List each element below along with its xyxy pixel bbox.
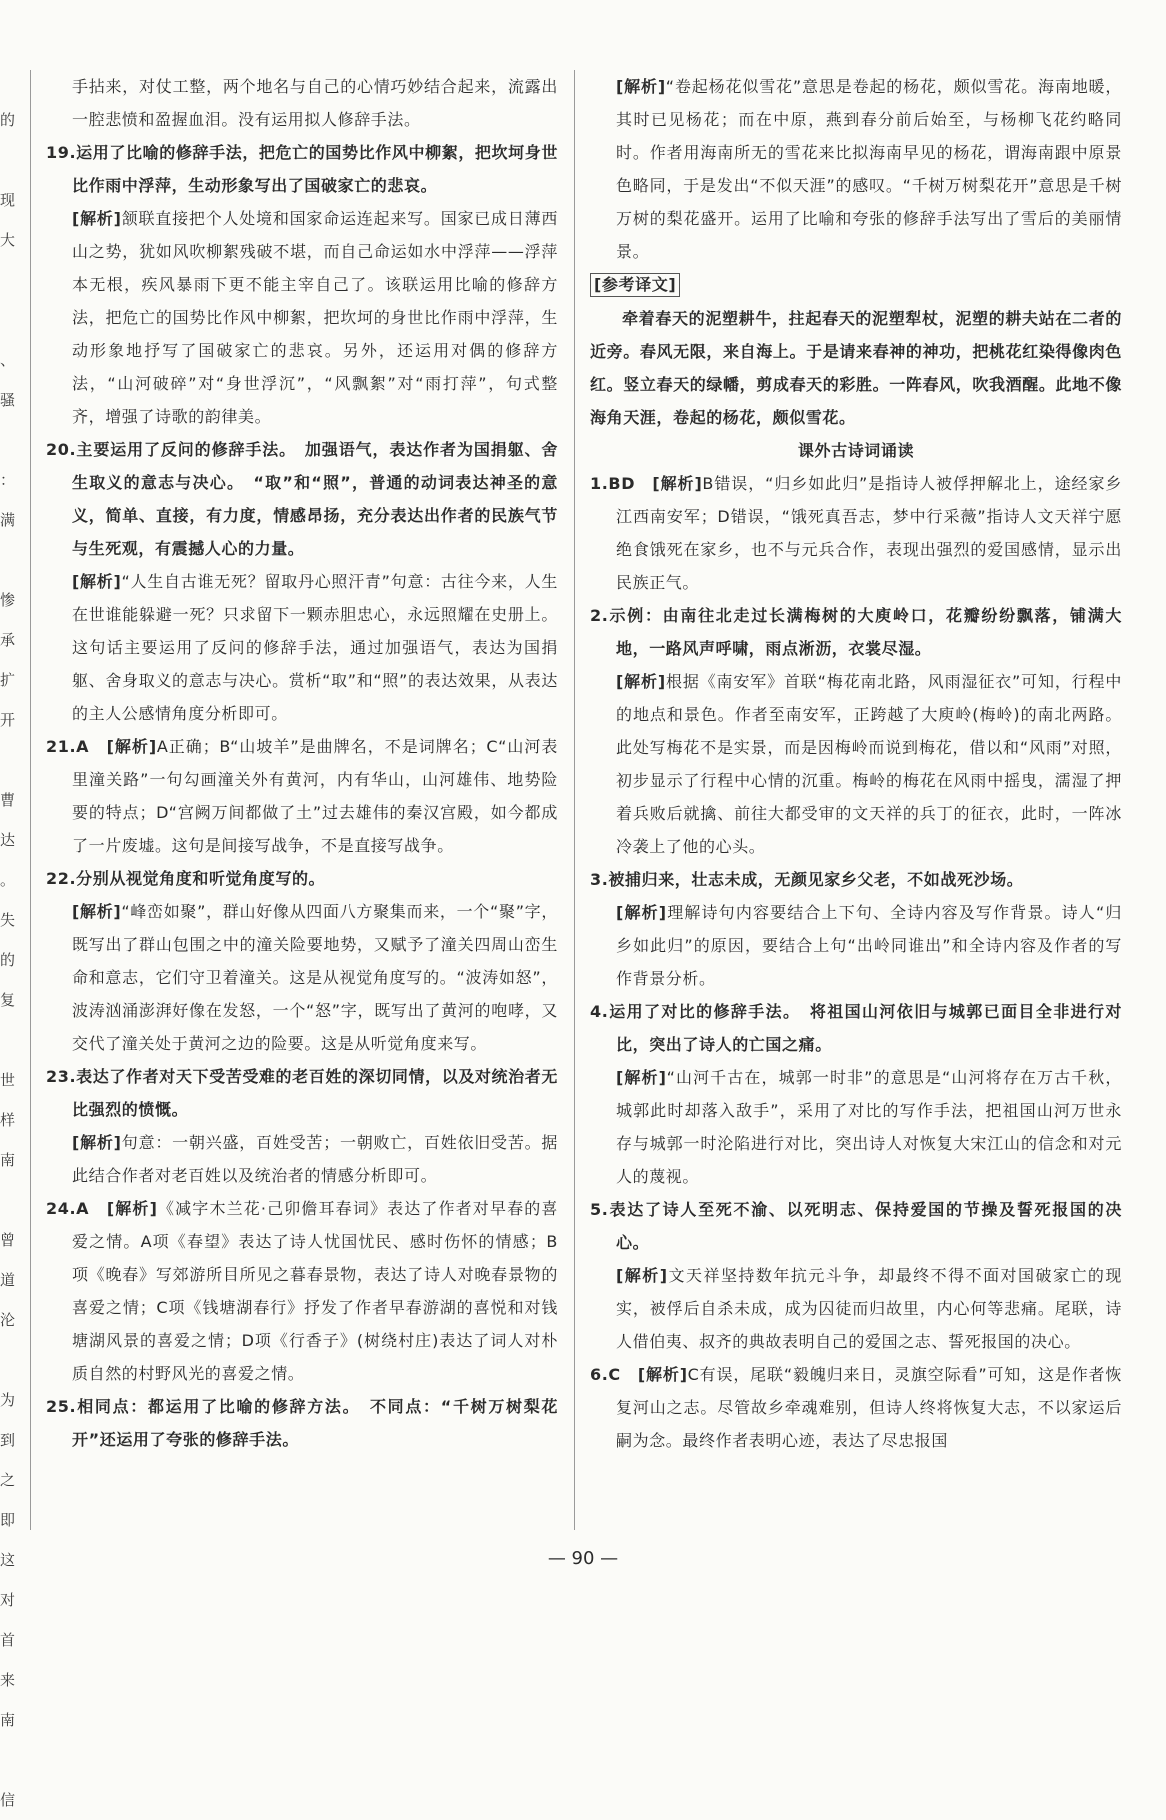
analysis-text: C有误，尾联“毅魄归来日，灵旗空际看”可知，这是作者恢复河山之志。尽管故乡牵魂难别，但诗人终将恢复大志，不以家运后嗣为念。最终作者表明心迹，表达了尽忠报国: [616, 1365, 1122, 1450]
edge-char: [0, 260, 22, 300]
edge-char: 大: [0, 231, 16, 249]
edge-char: 之: [0, 1471, 16, 1489]
analysis-item: [590, 1061, 1122, 1193]
section-heading: [590, 268, 1122, 302]
analysis-label: [解析]: [106, 737, 157, 756]
analysis-label: [解析]: [72, 572, 122, 591]
edge-char: [0, 1180, 22, 1220]
answer-item: 5.表达了诗人至死不渝、以死明志、保持爱国的节操及誓死报国的决心。: [590, 1200, 1122, 1252]
translation-paragraph: 牵着春天的泥塑耕牛，拄起春天的泥塑犁杖，泥塑的耕夫站在二者的近旁。春风无限，来自海上。于是请来春神的神功，把桃花红染得像肉色红。竖立春天的绿幡，剪成春天的彩胜。一阵春风，吹我酒醒。此地不像海角天涯，卷起的杨花，颇似雪花。: [590, 309, 1122, 427]
edge-char: 满: [0, 511, 16, 529]
edge-char: 。: [0, 871, 16, 889]
analysis-text: “人生自古谁无死？留取丹心照汗青”句意：古往今来，人生在世谁能躲避一死？只求留下一颗赤胆忠心，永远照耀在史册上。这句话主要运用了反问的修辞手法，通过加强语气，表达为国捐躯、舍身取义的意志与决心。赏析“取”和“照”的表达效果，从表达的主人公感情角度分析即可。: [72, 572, 559, 723]
edge-char: [0, 1740, 22, 1780]
analysis-item: [46, 730, 558, 862]
analysis-text: “峰峦如聚”，群山好像从四面八方聚集而来，一个“聚”字，既写出了群山包围之中的潼关险要地势，又赋予了潼关四周山峦生命和意志，它们守卫着潼关。这是从视觉角度写的。“波涛如怒”，波涛汹涌澎湃好像在发怒，一个“怒”字，既写出了黄河的咆哮，又交代了潼关处于黄河之边的险要。这是从听觉角度来写。: [72, 902, 558, 1053]
edge-char: 即: [0, 1511, 16, 1529]
edge-char: 对: [0, 1591, 16, 1609]
edge-char: [0, 300, 22, 340]
analysis-label: [解析]: [72, 209, 122, 228]
edge-char: [0, 420, 22, 460]
analysis-item: [590, 70, 1122, 268]
edge-char: 现: [0, 191, 16, 209]
edge-char: 来: [0, 1671, 16, 1689]
analysis-label: [解析]: [616, 672, 666, 691]
analysis-label: [解析]: [72, 902, 122, 921]
answer-item: 23.表达了作者对天下受苦受难的老百姓的深切同情，以及对统治者无比强烈的愤慨。: [46, 1067, 558, 1119]
answer-item: 20.主要运用了反问的修辞手法。 加强语气，表达作者为国捐躯、舍生取义的意志与决心。 “取”和“照”，普通的动词表达神圣的意义，简单、直接，有力度，情感昂扬，充分表达出作者的民族气节与生死观，有震撼人心的力量。: [46, 440, 558, 558]
analysis-text: 颔联直接把个人处境和国家命运连起来写。国家已成日薄西山之势，犹如风吹柳絮残破不堪，而自己命运如水中浮萍——浮萍本无根，疾风暴雨下更不能主宰自己了。该联运用比喻的修辞方法，把危亡的国势比作风中柳絮，把坎坷的身世比作雨中浮萍，生动形象地抒写了国破家亡的悲哀。另外，还运用对偶的修辞方法，“山河破碎”对“身世浮沉”，“风飘絮”对“雨打萍”，句式整齐，增强了诗歌的韵律美。: [72, 209, 558, 426]
answer-number: 1.BD: [590, 474, 636, 493]
edge-char: 扩: [0, 671, 16, 689]
analysis-item: [46, 202, 558, 433]
edge-char: 惨: [0, 591, 16, 609]
answer-number: 24.A: [46, 1199, 90, 1218]
edge-char: 信: [0, 1791, 16, 1809]
analysis-label: [解析]: [616, 1266, 668, 1285]
analysis-text: 《减字木兰花·己卯儋耳春词》表达了作者对早春的喜爱之情。A项《春望》表达了诗人忧国忧民、感时伤怀的情感；B项《晚春》写郊游所目所见之暮春景物，表达了诗人对晚春景物的喜爱之情；C项《钱塘湖春行》抒发了作者早春游湖的喜悦和对钱塘湖风景的喜爱之情；D项《行香子》(树绕村庄)表达了词人对朴质自然的村野风光的喜爱之情。: [72, 1199, 558, 1383]
section-title: 课外古诗词诵读: [797, 441, 915, 460]
analysis-item: [590, 1358, 1122, 1457]
edge-char: 承: [0, 631, 16, 649]
edge-char: 南: [0, 1151, 16, 1169]
analysis-label: [解析]: [72, 1133, 122, 1152]
analysis-item: [46, 70, 558, 136]
edge-char: 达: [0, 831, 16, 849]
edge-char: 沦: [0, 1311, 16, 1329]
edge-char: ：: [0, 471, 16, 489]
left-column: [46, 70, 558, 1456]
edge-char: 为: [0, 1391, 16, 1409]
analysis-item: [590, 896, 1122, 995]
analysis-text: “山河千古在，城郭一时非”的意思是“山河将存在万古千秋，城郭此时却落入敌手”，采用了对比的写作手法，把祖国山河万世永存与城郭一时沦陷进行对比，突出诗人对恢复大宋江山的信念和对元人的蔑视。: [616, 1068, 1122, 1186]
edge-char: 这: [0, 1551, 16, 1569]
boxed-heading: [参考译文]: [590, 273, 680, 297]
answer-item: 22.分别从视觉角度和听觉角度写的。: [46, 869, 326, 888]
edge-char: 到: [0, 1431, 16, 1449]
edge-char: 样: [0, 1111, 16, 1129]
edge-char: [0, 1340, 22, 1380]
edge-char: 首: [0, 1631, 16, 1649]
edge-char: 复: [0, 991, 16, 1009]
answer-number: 21.A: [46, 737, 90, 756]
analysis-text: 手拈来，对仗工整，两个地名与自己的心情巧妙结合起来，流露出一腔悲愤和盈握血泪。没有运用拟人修辞手法。: [72, 77, 558, 129]
analysis-text: 理解诗句内容要结合上下句、全诗内容及写作背景。诗人“归乡如此归”的原因，要结合上句“出岭同谁出”和全诗内容及作者的写作背景分析。: [616, 903, 1122, 988]
edge-char: [0, 140, 22, 180]
edge-char: 世: [0, 1071, 16, 1089]
analysis-label: [解析]: [106, 1199, 158, 1218]
column-divider: [30, 70, 31, 1530]
edge-char: [0, 740, 22, 780]
column-divider: [574, 70, 575, 1530]
right-column: [590, 70, 1122, 1457]
analysis-item: [590, 665, 1122, 863]
edge-char: 的: [0, 951, 16, 969]
analysis-text: 根据《南安军》首联“梅花南北路，风雨湿征衣”可知，行程中的地点和景色。作者至南安军，正跨越了大庾岭(梅岭)的南北两路。此处写梅花不是实景，而是因梅岭而说到梅花，借以和“风雨”对照，初步显示了行程中心情的沉重。梅岭的梅花在风雨中摇曳，濡湿了押着兵败后就擒、前往大都受审的文天祥的兵丁的征衣，此时，一阵冰冷袭上了他的心头。: [616, 672, 1122, 856]
analysis-label: [解析]: [637, 1365, 688, 1384]
edge-char: 道: [0, 1271, 16, 1289]
edge-char: 南: [0, 1711, 16, 1729]
analysis-item: [590, 467, 1122, 599]
analysis-text: B错误，“归乡如此归”是指诗人被俘押解北上，途经家乡江西南安军；D错误，“饿死真吾志，梦中行采薇”指诗人文天祥宁愿绝食饿死在家乡，也不与元兵合作，表现出强烈的爱国感情，显示出民族正气。: [616, 474, 1123, 592]
analysis-text: 文天祥坚持数年抗元斗争，却最终不得不面对国破家亡的现实，被俘后自杀未成，成为囚徒而归故里，内心何等悲痛。尾联，诗人借伯夷、叔齐的典故表明自己的爱国之志、誓死报国的决心。: [616, 1266, 1122, 1351]
analysis-item: [46, 895, 558, 1060]
edge-char: [0, 1020, 22, 1060]
answer-item: 3.被捕归来，壮志未成，无颜见家乡父老，不如战死沙场。: [590, 870, 1024, 889]
analysis-label: [解析]: [616, 903, 667, 922]
analysis-label: [解析]: [616, 1068, 667, 1087]
answer-item: 19.运用了比喻的修辞手法，把危亡的国势比作风中柳絮，把坎坷身世比作雨中浮萍，生动形象写出了国破家亡的悲哀。: [46, 143, 558, 195]
analysis-item: [46, 1192, 558, 1390]
analysis-item: [46, 565, 558, 730]
answer-number: 6.C: [590, 1365, 621, 1384]
answer-item: 25.相同点：都运用了比喻的修辞方法。 不同点：“千树万树梨花开”还运用了夸张的修辞手法。: [46, 1397, 558, 1449]
page-number: — 90 —: [547, 1548, 619, 1569]
edge-char: 失: [0, 911, 16, 929]
analysis-item: [590, 1259, 1122, 1358]
answer-item: 4.运用了对比的修辞手法。 将祖国山河依旧与城郭已面目全非进行对比，突出了诗人的亡国之痛。: [590, 1002, 1122, 1054]
edge-char: 的: [0, 111, 16, 129]
edge-char: 骚: [0, 391, 16, 409]
analysis-label: [解析]: [616, 77, 666, 96]
analysis-text: “卷起杨花似雪花”意思是卷起的杨花，颇似雪花。海南地暖，其时已见杨花；而在中原，燕到春分前后始至，与杨柳飞花约略同时。作者用海南所无的雪花来比拟海南早见的杨花，谓海南跟中原景色略同，于是发出“不似天涯”的感叹。“千树万树梨花开”意思是千树万树的梨花盛开。运用了比喻和夸张的修辞手法写出了雪后的美丽情景。: [616, 77, 1122, 261]
analysis-item: [46, 1126, 558, 1192]
edge-char: [0, 540, 22, 580]
edge-char: 开: [0, 711, 16, 729]
edge-char: 曾: [0, 1231, 16, 1249]
analysis-label: [解析]: [652, 474, 703, 493]
edge-char: 、: [0, 351, 16, 369]
analysis-text: 句意：一朝兴盛，百姓受苦；一朝败亡，百姓依旧受苦。据此结合作者对老百姓以及统治者的情感分析即可。: [72, 1133, 558, 1185]
edge-char: 曹: [0, 791, 16, 809]
analysis-text: A正确；B“山坡羊”是曲牌名，不是词牌名；C“山河表里潼关路”一句勾画潼关外有黄河，内有华山，山河雄伟、地势险要的特点；D“宫阙万间都做了土”过去雄伟的秦汉宫殿，如今都成了一片废墟。这句是间接写战争，不是直接写战争。: [72, 737, 559, 855]
answer-item: 2.示例：由南往北走过长满梅树的大庾岭口，花瓣纷纷飘落，铺满大地，一路风声呼啸，雨点淅沥，衣裳尽湿。: [590, 606, 1122, 658]
